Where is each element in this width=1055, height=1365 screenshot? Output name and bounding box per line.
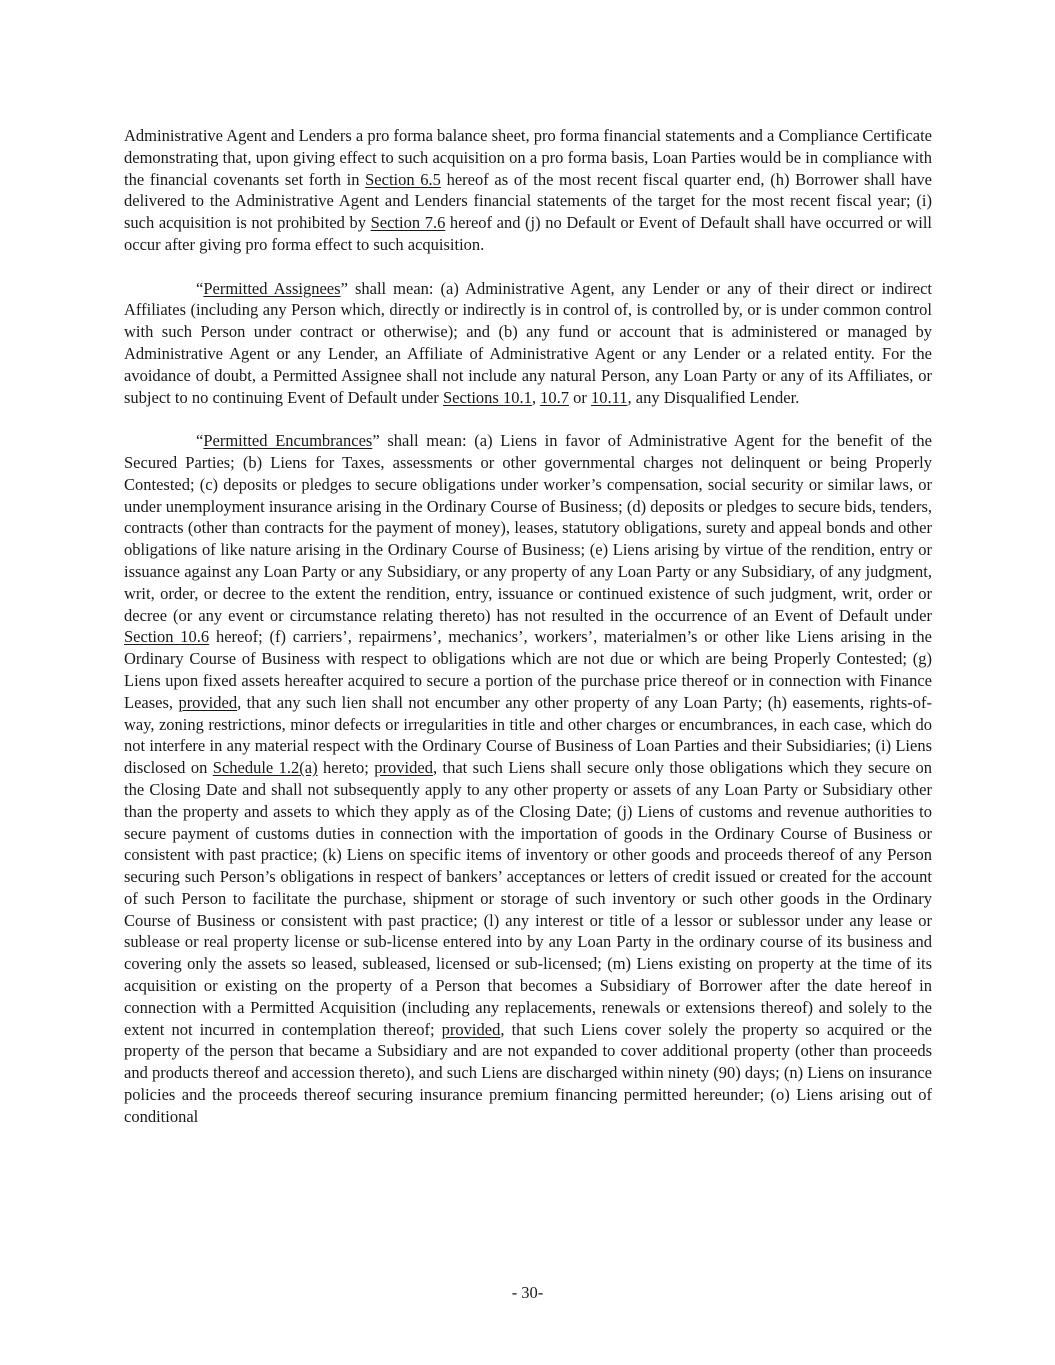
schedule-reference: Schedule 1.2(a) — [212, 758, 318, 778]
text-segment: hereof and (j) no Default or Event of Default shall have occurred or will occur after giving pro forma effect to such acquisition. — [124, 213, 932, 254]
paragraph-permitted-encumbrances — [124, 430, 932, 1128]
section-reference: Sections 10.1 — [442, 387, 532, 407]
section-reference: Section 6.5 — [365, 169, 441, 189]
page-number-footer: - 30- — [511, 1283, 544, 1302]
text-segment: hereto; — [317, 758, 375, 778]
paragraph-permitted-assignees — [124, 278, 932, 409]
provided-term: provided — [441, 1019, 501, 1039]
text-segment: hereof as of the most recent fiscal quarter end, (h) Borrower shall have delivered to the Administrative Agent and Lenders financial statements of the target for the most recent fiscal year; (i) such acquisition is not prohibited by — [124, 169, 932, 233]
paragraph-acquisition-conditions — [124, 125, 932, 256]
text-segment: Administrative Agent and Lenders a pro forma balance sheet, pro forma financial statements and a Compliance Certificate demonstrating that, upon giving effect to such acquisition on a pro forma basis, Loan Parties would be in compliance with the financial covenants set forth in — [124, 126, 932, 189]
text-segment: ” shall mean: (a) Liens in favor of Administrative Agent for the benefit of the Secured Parties; (b) Liens for Taxes, assessments or other governmental charges not delinquent or being Properly Contested; (c) deposits or pledges to secure obligations under worker’s compensation, social security or similar laws, or under unemployment insurance arising in the Ordinary Course of Business; (d) deposits or pledges to secure bids, tenders, contracts (other than contracts for the payment of money), leases, statutory obligations, surety and appeal bonds and other obligations of like nature arising in the Ordinary Course of Business; (e) Liens arising by virtue of the rendition, entry or issuance against any Loan Party or any Subsidiary, or any property of any Loan Party or any Subsidiary, of any judgment, writ, order, or decree to the extent the rendition, entry, issuance or continued existence of such judgment, writ, order or decree (or any event or circumstance relating thereto) has not resulted in the occurrence of an Event of Default under — [124, 431, 933, 625]
section-reference: 10.7 — [540, 387, 569, 407]
text-segment: hereof; (f) carriers’, repairmens’, mechanics’, workers’, materialmen’s or other like Liens arising in the Ordinary Course of Business with respect to obligations which are not due or which are being Properly Contested; (g) Liens upon fixed assets hereafter acquired to secure a portion of the purchase price thereof or in connection with Finance Leases, — [124, 627, 932, 712]
text-segment: or — [568, 387, 591, 407]
text-segment: ” shall mean: (a) Administrative Agent, any Lender or any of their direct or indirect Affiliates (including any Person which, directly or indirectly is in control of, is controlled by, or is under common control with such Person under contract or otherwise); and (b) any fund or account that is administered or managed by Administrative Agent or any Lender, an Affiliate of Administrative Agent or any Lender or a related entity. For the avoidance of doubt, a Permitted Assignee shall not include any natural Person, any Loan Party or any of its Affiliates, or subject to no continuing Event of Default under — [124, 278, 932, 407]
text-segment: , — [531, 387, 541, 407]
section-reference: Section 10.6 — [124, 627, 210, 647]
provided-term: provided — [374, 758, 433, 778]
document-page-body — [124, 125, 932, 1128]
open-quote: “ — [196, 431, 204, 451]
defined-term: Permitted Assignees — [203, 278, 341, 298]
section-reference: Section 7.6 — [370, 213, 446, 233]
defined-term: Permitted Encumbrances — [203, 431, 373, 451]
text-segment: , that any such lien shall not encumber any other property of any Loan Party; (h) easements, rights-of-way, zoning restrictions, minor defects or irregularities in title and other charges or encumbrances, in each case, which do not interfere in any material respect with the Ordinary Course of Business of Loan Parties and their Subsidiaries; (i) Liens disclosed on — [124, 692, 932, 778]
open-quote: “ — [196, 278, 204, 298]
text-segment: , that such Liens shall secure only those obligations which they secure on the Closing Date and shall not subsequently apply to any other property or assets of any Loan Party or Subsidiary other than the property and assets to which they apply as of the Closing Date; (j) Liens of customs and revenue authorities to secure payment of customs duties in connection with the importation of goods in the Ordinary Course of Business or consistent with past practice; (k) Liens on specific items of inventory or other goods and proceeds thereof of any Person securing such Person’s obligations in respect of bankers’ acceptances or letters of credit issued or created for the account of such Person to facilitate the purchase, shipment or storage of such inventory or such other goods in the Ordinary Course of Business or consistent with past practice; (l) any interest or title of a lessor or sublessor under any lease or sublease or real property license or sub-license entered into by any Loan Party in the ordinary course of its business and covering only the assets so leased, subleased, licensed or sub-licensed; (m) Liens existing on property at the time of its acquisition or existing on the property of a Person that becomes a Subsidiary of Borrower after the date hereof in connection with a Permitted Acquisition (including any replacements, renewals or extensions thereof) and solely to the extent not incurred in contemplation thereof; — [124, 758, 933, 1039]
section-reference: 10.11 — [590, 387, 628, 407]
text-segment: , any Disqualified Lender. — [627, 387, 800, 407]
provided-term: provided — [178, 692, 238, 712]
text-segment: , that such Liens cover solely the property so acquired or the property of the person that became a Subsidiary and are not expanded to cover additional property (other than proceeds and products thereof and accession thereto), and such Liens are discharged within ninety (90) days; (n) Liens on insurance policies and the proceeds thereof securing insurance premium financing permitted hereunder; (o) Liens arising out of conditional — [124, 1019, 932, 1126]
